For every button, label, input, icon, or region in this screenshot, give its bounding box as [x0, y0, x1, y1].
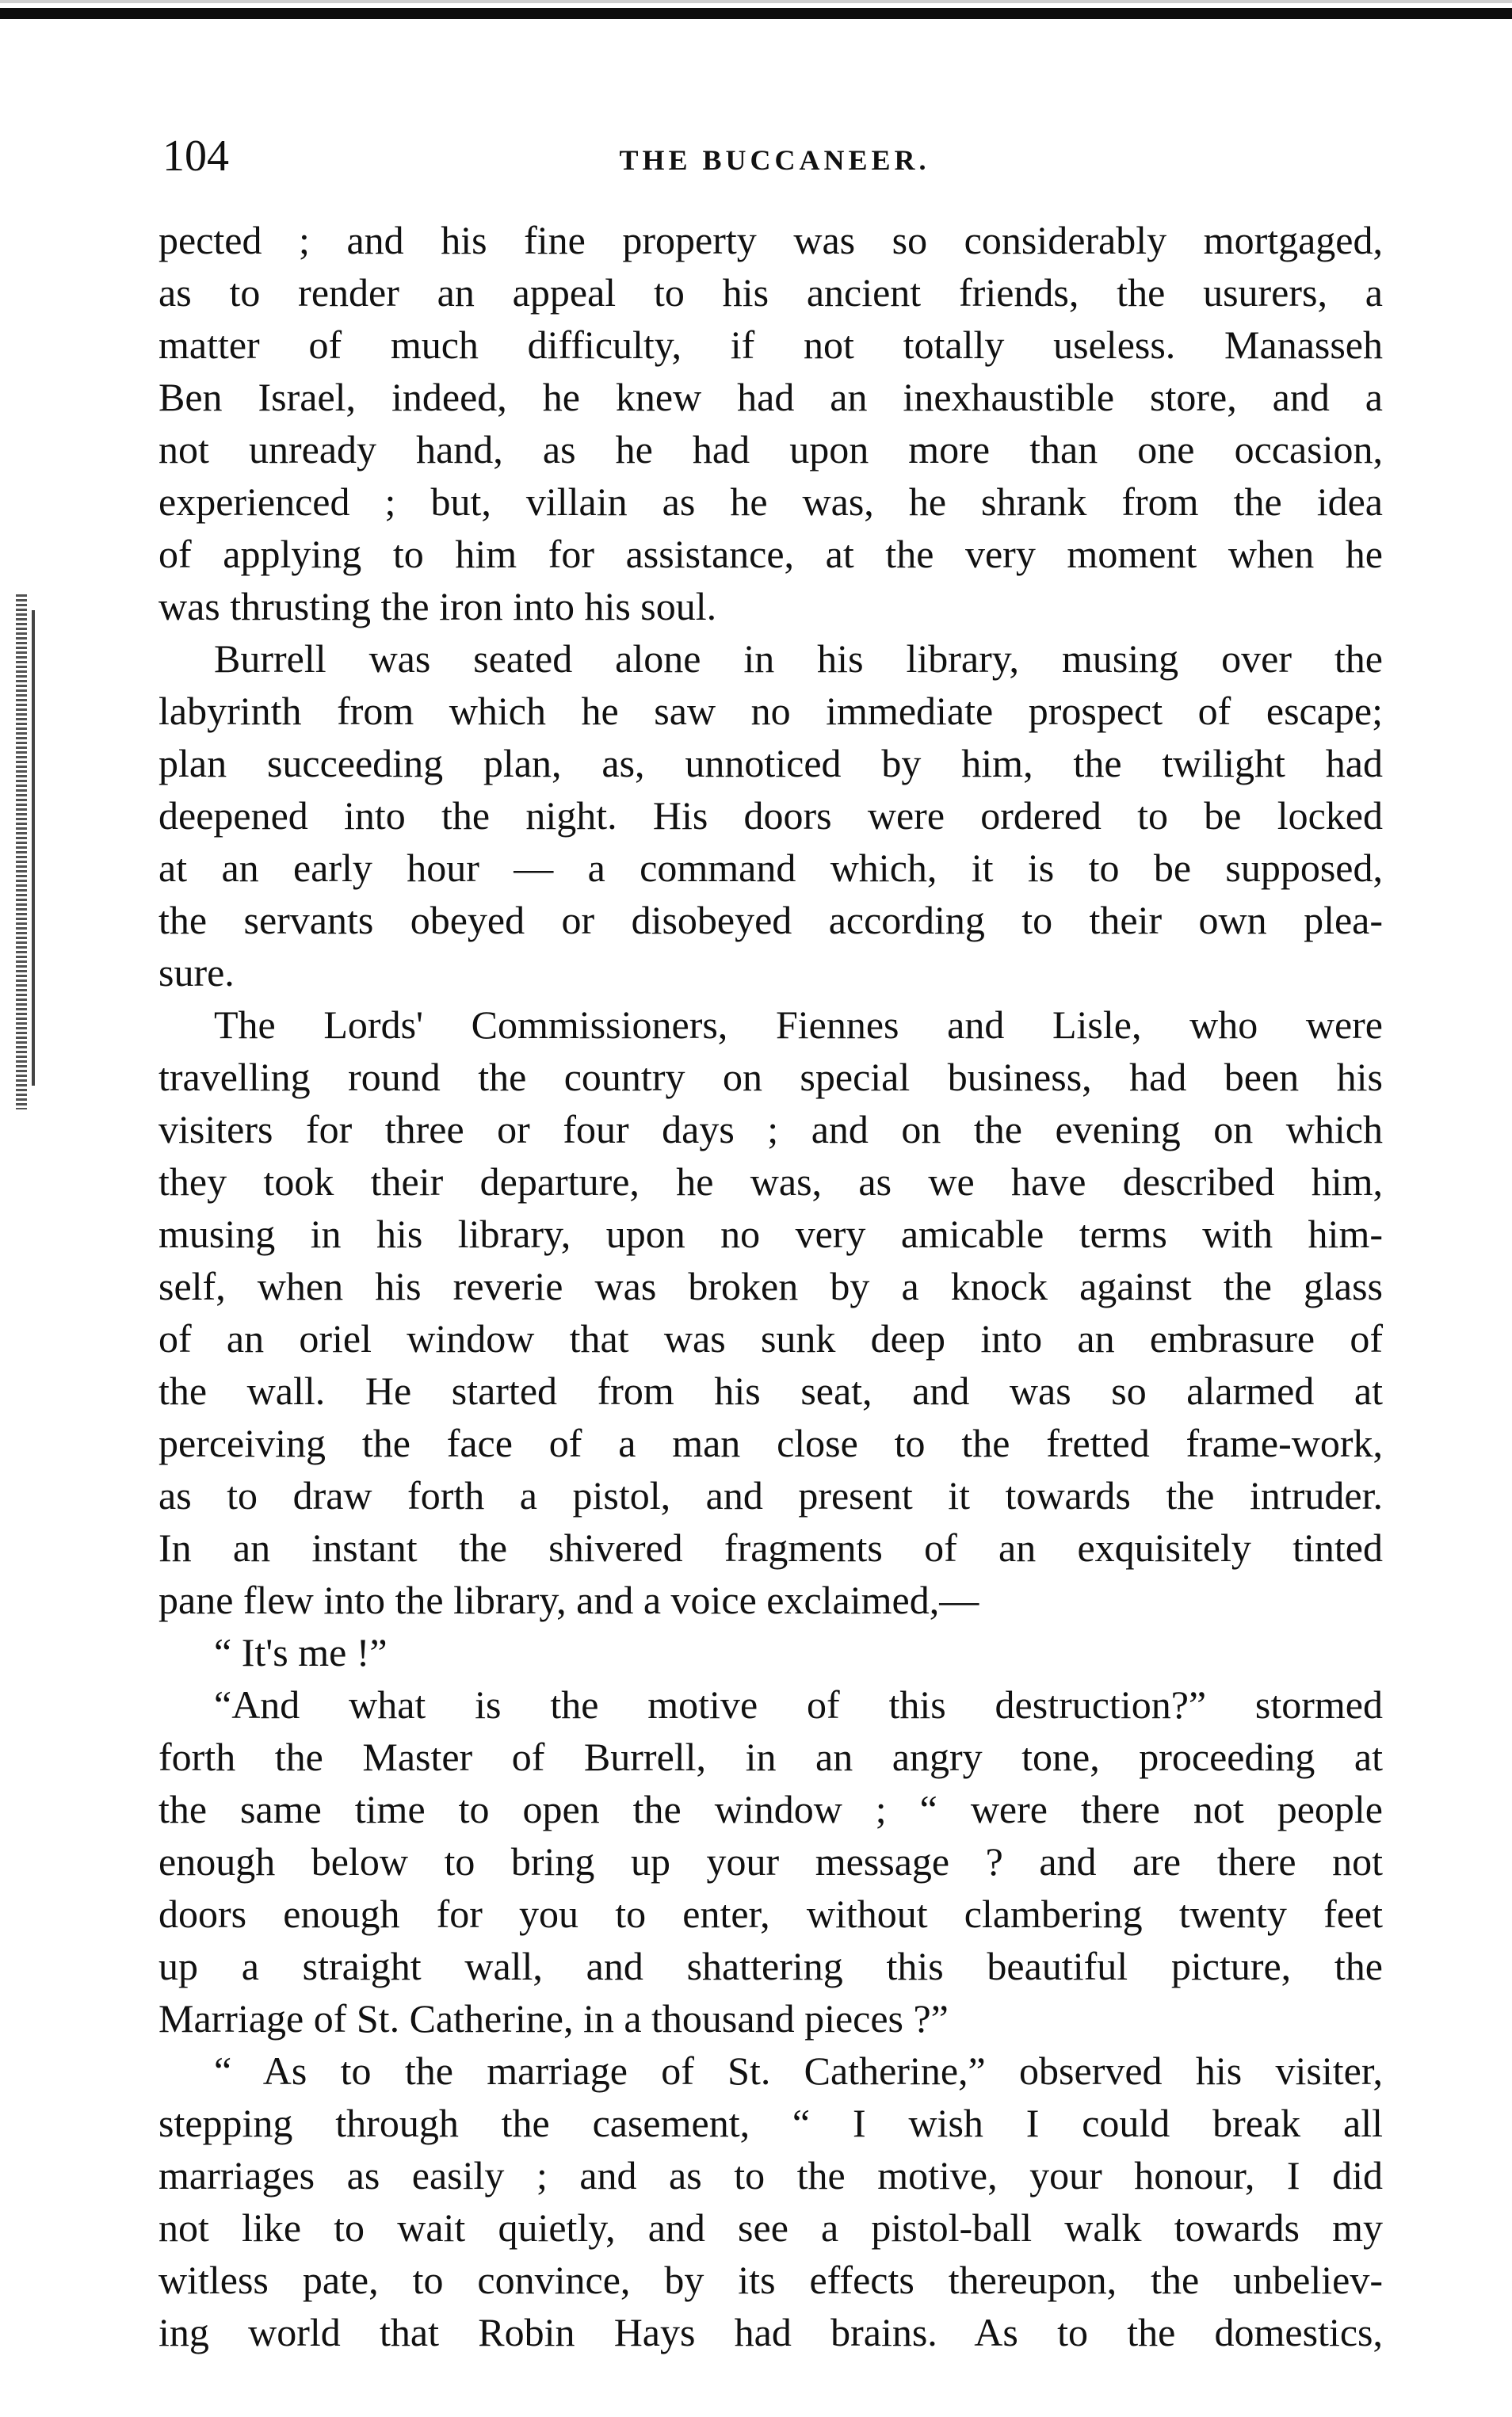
text-line: Ben Israel, indeed, he knew had an inexhaustible store, and a	[158, 375, 1383, 419]
top-page-edge	[0, 8, 1512, 19]
text-line: The Lords' Commissioners, Fiennes and Lisle, who were	[214, 1002, 1383, 1047]
text-line: “ As to the marriage of St. Catherine,” observed his visiter,	[214, 2049, 1383, 2093]
text-line: perceiving the face of a man close to the fretted frame-work,	[158, 1421, 1383, 1465]
text-line: plan succeeding plan, as, unnoticed by him, the twilight had	[158, 741, 1383, 785]
text-line: as to render an appeal to his ancient friends, the usurers, a	[158, 270, 1383, 315]
text-line: at an early hour — a command which, it is to be supposed,	[158, 846, 1383, 890]
text-line: the wall. He started from his seat, and was so alarmed at	[158, 1369, 1383, 1413]
text-line: of applying to him for assistance, at the very moment when he	[158, 532, 1383, 576]
top-edge-shadow	[0, 0, 1512, 3]
text-line: witless pate, to convince, by its effects thereupon, the unbeliev-	[158, 2258, 1383, 2302]
text-line: Marriage of St. Catherine, in a thousand pieces ?”	[158, 1996, 949, 2041]
text-line: of an oriel window that was sunk deep into an embrasure of	[158, 1316, 1383, 1361]
text-line: deepened into the night. His doors were ordered to be locked	[158, 793, 1383, 838]
page-number: 104	[162, 132, 229, 181]
text-line: doors enough for you to enter, without clambering twenty feet	[158, 1892, 1383, 1936]
binding-line	[32, 610, 35, 1086]
text-line: was thrusting the iron into his soul.	[158, 584, 717, 628]
text-line: ing world that Robin Hays had brains. As to the domestics,	[158, 2310, 1383, 2354]
text-line: enough below to bring up your message ? and are there not	[158, 1839, 1383, 1884]
text-line: stepping through the casement, “ I wish I could break all	[158, 2101, 1383, 2145]
text-line: travelling round the country on special business, had been his	[158, 1055, 1383, 1099]
text-line: the same time to open the window ; “ were there not people	[158, 1787, 1383, 1831]
text-line: the servants obeyed or disobeyed according to their own plea-	[158, 898, 1383, 942]
text-line: not unready hand, as he had upon more than one occasion,	[158, 427, 1383, 472]
text-line: matter of much difficulty, if not totally useless. Manasseh	[158, 323, 1383, 367]
page-header	[162, 131, 1387, 194]
text-line: forth the Master of Burrell, in an angry tone, proceeding at	[158, 1735, 1383, 1779]
text-line: sure.	[158, 950, 235, 995]
text-line: experienced ; but, villain as he was, he shrank from the idea	[158, 479, 1383, 524]
text-line: visiters for three or four days ; and on the evening on which	[158, 1107, 1383, 1151]
running-title: THE BUCCANEER.	[619, 144, 930, 176]
text-line: “And what is the motive of this destruction?” stormed	[214, 1682, 1383, 1727]
text-line: self, when his reverie was broken by a knock against the glass	[158, 1264, 1383, 1308]
binding-mark	[16, 594, 27, 1109]
text-line: “ It's me !”	[214, 1630, 388, 1674]
text-line: pected ; and his fine property was so considerably mortgaged,	[158, 218, 1383, 262]
text-line: Burrell was seated alone in his library, musing over the	[214, 636, 1383, 681]
text-line: as to draw forth a pistol, and present it towards the intruder.	[158, 1473, 1383, 1518]
text-line: In an instant the shivered fragments of an exquisitely tinted	[158, 1525, 1383, 1570]
text-line: marriages as easily ; and as to the motive, your honour, I did	[158, 2153, 1383, 2197]
body-text	[158, 214, 1383, 2358]
text-line: pane flew into the library, and a voice exclaimed,—	[158, 1578, 979, 1622]
text-line: they took their departure, he was, as we have described him,	[158, 1159, 1383, 1204]
text-line: labyrinth from which he saw no immediate prospect of escape;	[158, 689, 1383, 733]
text-line: not like to wait quietly, and see a pistol-ball walk towards my	[158, 2205, 1383, 2250]
text-line: up a straight wall, and shattering this beautiful picture, the	[158, 1944, 1383, 1988]
text-line: musing in his library, upon no very amicable terms with him-	[158, 1212, 1383, 1256]
